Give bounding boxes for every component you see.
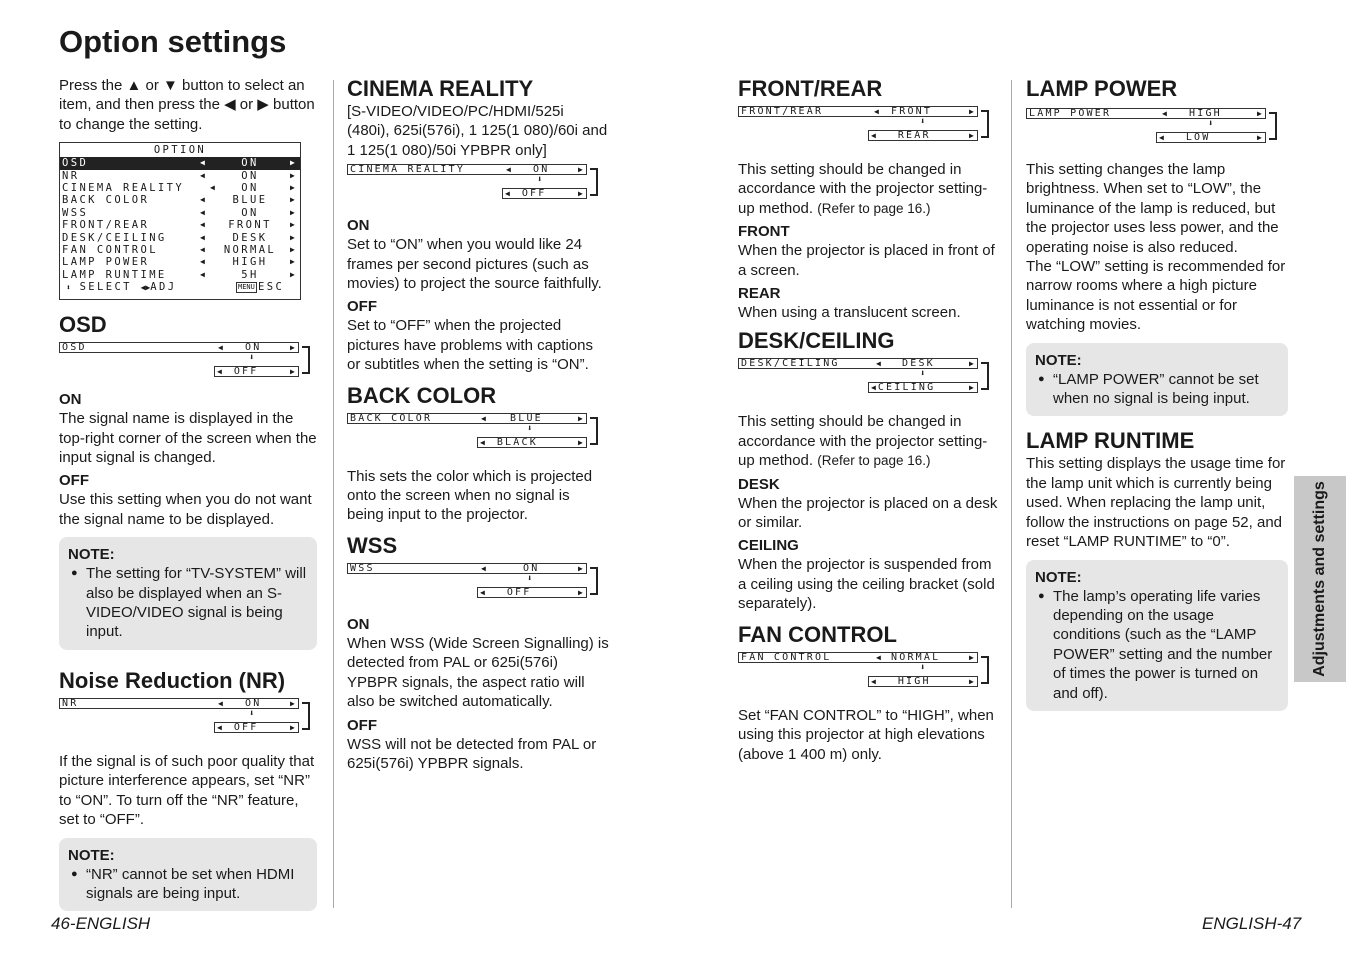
lamppower-diagram: LAMP POWER ◀ HIGH ▶ ⬇ ◀ LOW ▶ [1026,106,1288,148]
frontrear-text: This setting should be changed in accordance with the projector setting-up method. (Refer to page 16.) [738,161,988,217]
menu-row: NR ◀ ON ▶ [62,169,295,182]
bracket-icon [302,346,310,374]
bracket-icon [302,702,310,730]
menu-row: FRONT/REAR ◀ FRONT ▶ [62,219,295,232]
desk-section [738,328,1000,613]
cinema-on-text: Set to “ON” when you would like 24 frames per second pictures (such as movies) to project the source faithfully. [347,236,602,293]
bracket-icon [981,110,989,138]
menu-row: OSD ◀ ON ▶ [60,157,300,169]
lampruntime-text: This setting displays the usage time for the lamp unit which is currently being used. When replacing the lamp unit, follow the instructions on page 52, and reset “LAMP RUNTIME” to “0”. [1026,455,1286,551]
bracket-icon [590,417,598,445]
desk-only-text: When the projector is placed on a desk or similar. [738,494,998,532]
fan-section [738,622,1000,764]
note-box: NOTE: ● The setting for “TV-SYSTEM” will also be displayed when an S-VIDEO/VIDEO signal is being input. [59,537,317,650]
backcolor-text: This sets the color which is projected onto the screen when no signal is being input to the projector. [347,467,593,524]
menu-row: FAN CONTROL ◀ NORMAL ▶ [62,243,295,256]
section-heading: LAMP POWER [1026,76,1178,101]
fan-diagram: FAN CONTROL ◀ NORMAL ▶ ⬇ ◀ HIGH ▶ [738,652,1000,694]
menu-row: WSS ◀ ON ▶ [62,206,295,219]
desk-diagram: DESK/CEILING ◀ DESK ▶ ⬇ ◀ CEILING ▶ [738,358,1000,400]
menu-button-icon: MENU [238,283,255,292]
arrow-down-icon: ⬇ [920,369,926,380]
bracket-icon [981,362,989,390]
nr-text: If the signal is of such poor quality that picture interference appears, set “NR” to “ON”. To turn off the “NR” feature, set to “OFF”. [59,752,315,829]
cinema-diagram: CINEMA REALITY ◀ ON ▶ ⬇ ◀ OFF ▶ [347,164,609,206]
column-4 [1026,76,1288,711]
arrow-down-icon: ⬇ [1208,119,1214,129]
osd-on-text: The signal name is displayed in the top-right corner of the screen when the input signal is changed. [59,410,317,467]
section-heading: LAMP RUNTIME [1026,428,1195,454]
note-box: NOTE: ● “LAMP POWER” cannot be set when no signal is being input. [1026,343,1288,417]
column-1 [59,76,317,911]
option-menu-diagram [59,142,301,300]
label-rear: REAR [738,285,781,303]
arrow-down-icon: ⬇ [249,708,255,719]
cinema-sub: [S-VIDEO/VIDEO/PC/HDMI/525i (480i), 625i(576i), 1 125(1 080)/60i and 1 125(1 080)/50i YPBPR only] [347,103,608,159]
front-text: When the projector is placed in front of a screen. [738,242,995,279]
section-heading: WSS [347,532,398,558]
wss-diagram: WSS ◀ ON ▶ ⬇ ◀ OFF ▶ [347,563,609,605]
bracket-icon [1269,112,1277,140]
arrow-down-icon: ⬇ [920,117,926,127]
arrow-down-icon: ⬇ [920,662,926,673]
label-off: OFF [347,298,377,316]
label-ceiling: CEILING [738,537,799,555]
osd-diagram: OSD ◀ ON ▶ ⬇ ◀ OFF ▶ [59,342,317,384]
wss-on-text: When WSS (Wide Screen Signalling) is detected from PAL or 625i(576i) YPBPR signals, the aspect ratio will also be switched automatically. [347,634,609,711]
wss-section [347,533,609,773]
label-off: OFF [347,716,377,734]
section-heading: DESK/CEILING [738,328,895,354]
label-on: ON [347,217,370,235]
menu-row: LAMP POWER ◀ HIGH ▶ [62,256,295,269]
menu-row: CINEMA REALITY ◀ ON ▶ [62,182,295,194]
cinema-off-text: Set to “OFF” when the projected pictures have problems with captions or subtitles when the setting is “ON”. [347,317,593,374]
leftright-icon: ◀▶ [140,283,151,293]
lampruntime-section [1026,428,1288,710]
column-divider [333,80,334,908]
arrow-down-icon: ⬇ [537,175,543,186]
column-3 [738,76,1000,764]
arrow-down-icon: ⬇ [527,423,533,434]
menu-row: LAMP RUNTIME ◀ 5H ▶ [62,268,295,281]
label-desk: DESK [738,475,780,493]
label-off: OFF [59,472,89,490]
page-number-left: 46-ENGLISH [51,914,151,933]
section-heading: OSD [59,312,107,338]
section-heading: BACK COLOR [347,382,497,408]
osd-off-text: Use this setting when you do not want the signal name to be displayed. [59,491,312,528]
rear-text: When using a translucent screen. [738,304,961,322]
arrow-down-icon: ⬇ [527,573,533,584]
arrow-down-icon: ⬇ [249,353,255,364]
intro-text: Press the ▲ or ▼ button to select an item, and then press the ◀ or ▶ button to change the setting. [59,77,315,133]
note-box: NOTE: ● The lamp’s operating life varies depending on the usage conditions (such as the “LAMP POWER” setting and the number of times the power is turned on and off). [1026,560,1288,711]
lamppower-text-2: The “LOW” setting is recommended for narrow rooms where a high picture luminance is not essential or for watching movies. [1026,258,1286,334]
page-number-right: ENGLISH-47 [1202,914,1302,933]
label-on: ON [59,391,82,409]
label-on: ON [347,615,370,633]
backcolor-diagram: BACK COLOR ◀ BLUE ▶ ⬇ ◀ BLACK ▶ [347,413,609,455]
label-front: FRONT [738,223,790,241]
menu-title: OPTION [153,144,207,157]
fan-text: Set “FAN CONTROL” to “HIGH”, when using this projector at high elevations (above 1 400 m) only. [738,706,994,763]
section-heading: FRONT/REAR [738,76,883,101]
page-title: Option settings [59,24,287,59]
note-box: NOTE: ● “NR” cannot be set when HDMI signals are being input. [59,838,317,912]
desk-text: This setting should be changed in accordance with the projector setting-up method. (Refer to page 16.) [738,413,988,470]
menu-footer: ⬍ SELECT ◀▶ADJ MENU ESC [66,281,285,294]
nr-section [59,668,317,911]
wss-off-text: WSS will not be detected from PAL or 625i(576i) YPBPR signals. [347,735,597,772]
lamppower-text: This setting changes the lamp brightness. When set to “LOW”, the luminance of the lamp is reduced, but the projector uses less power, and the operating noise is also reduced. [1026,161,1279,256]
ceiling-text: When the projector is suspended from a ceiling using the ceiling bracket (sold separately). [738,556,995,613]
menu-row: BACK COLOR ◀ BLUE ▶ [62,194,295,207]
column-2 [347,76,609,773]
section-heading: FAN CONTROL [738,621,897,647]
frontrear-diagram: FRONT/REAR ◀ FRONT ▶ ⬇ ◀ REAR ▶ [738,106,1000,148]
bracket-icon [590,168,598,196]
section-heading: CINEMA REALITY [347,76,534,101]
side-tab: Adjustments and settings [1294,476,1346,682]
backcolor-section [347,383,609,525]
section-heading: Noise Reduction (NR) [59,667,286,693]
nr-diagram: NR ◀ ON ▶ ⬇ ◀ OFF ▶ [59,698,317,740]
osd-section [59,312,317,650]
bracket-icon [590,567,598,595]
bracket-icon [981,656,989,684]
updown-icon: ⬍ [66,283,71,293]
column-divider [1011,80,1012,908]
menu-row: DESK/CEILING ◀ DESK ▶ [62,231,295,244]
